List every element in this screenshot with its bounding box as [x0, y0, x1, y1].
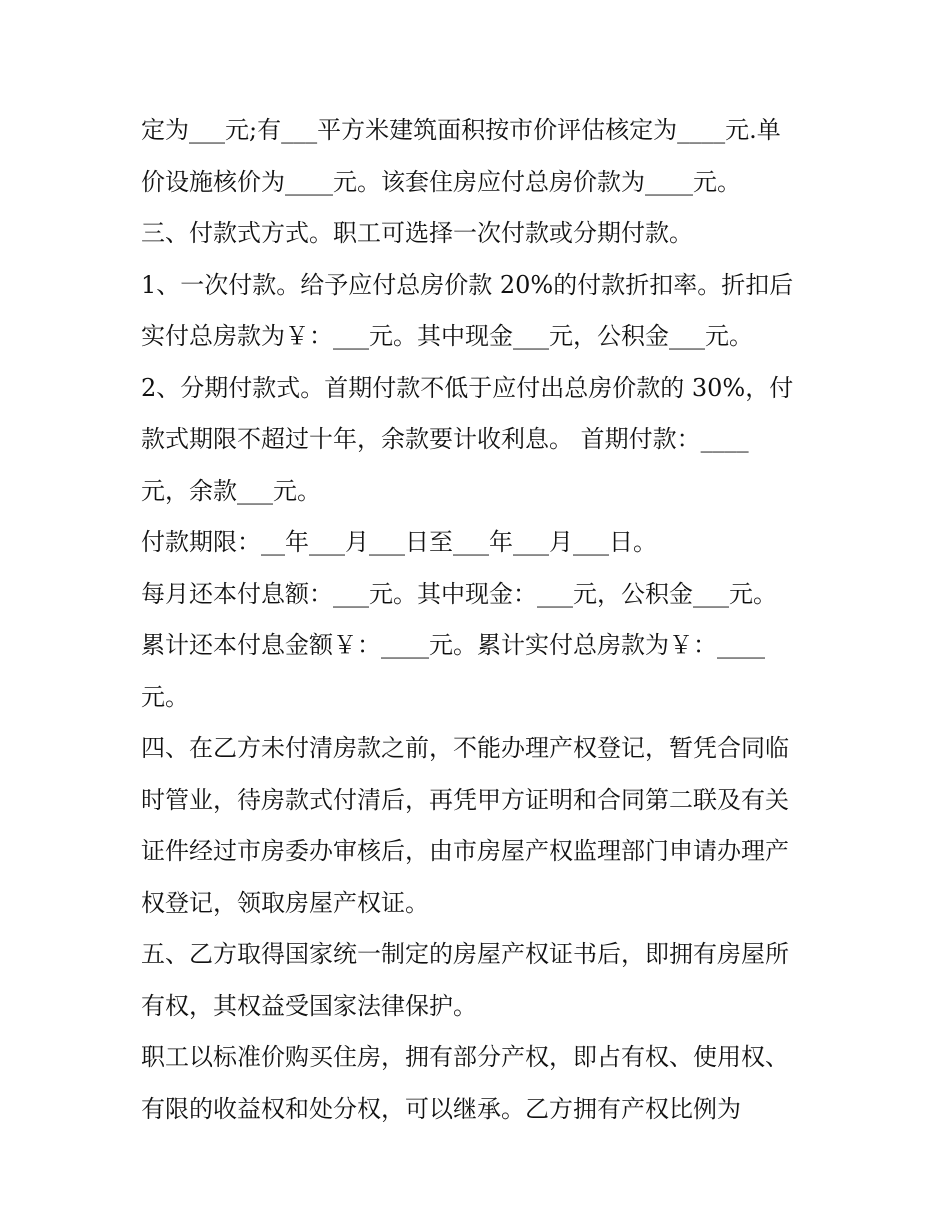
text-line: 权登记，领取房屋产权证。: [141, 888, 429, 917]
text-line: 元。: [141, 682, 189, 711]
text-line: 证件经过市房委办审核后，由市房屋产权监理部门申请办理产: [141, 837, 789, 865]
text-line: 2、分期付款式。首期付款不低于应付出总房价款的 30%，付: [141, 373, 794, 402]
text-line: 价设施核价为____元。该套住房应付总房价款为____元。: [141, 167, 741, 196]
text-line: 累计还本付息金额￥：____元。累计实付总房款为￥：____: [141, 631, 765, 659]
document-body: [141, 105, 821, 1135]
text-line: 每月还本付息额：___元。其中现金：___元，公积金___元。: [141, 579, 777, 608]
text-line: 付款期限：__年___月___日至___年___月___日。: [141, 528, 657, 556]
text-line: 职工以标准价购买住房，拥有部分产权，即占有权、使用权、: [141, 1043, 789, 1071]
text-line: 款式期限不超过十年，余款要计收利息。 首期付款：____: [141, 425, 749, 453]
text-line: 实付总房款为￥：___元。其中现金___元，公积金___元。: [141, 322, 753, 350]
text-line: 三、付款式方式。职工可选择一次付款或分期付款。: [141, 219, 693, 247]
text-line: 有限的收益权和处分权，可以继承。乙方拥有产权比例为: [141, 1094, 741, 1123]
text-line: 定为___元;有___平方米建筑面积按市价评估核定为____元.单: [141, 116, 781, 144]
text-line: 时管业，待房款式付清后，再凭甲方证明和合同第二联及有关: [141, 785, 789, 814]
text-line: 有权，其权益受国家法律保护。: [141, 991, 477, 1020]
text-line: 四、在乙方未付清房款之前，不能办理产权登记，暂凭合同临: [141, 734, 789, 762]
text-line: 元，余款___元。: [141, 476, 321, 505]
text-line: 1、一次付款。给予应付总房价款 20%的付款折扣率。折扣后: [141, 270, 794, 299]
text-line: 五、乙方取得国家统一制定的房屋产权证书后，即拥有房屋所: [141, 940, 789, 968]
